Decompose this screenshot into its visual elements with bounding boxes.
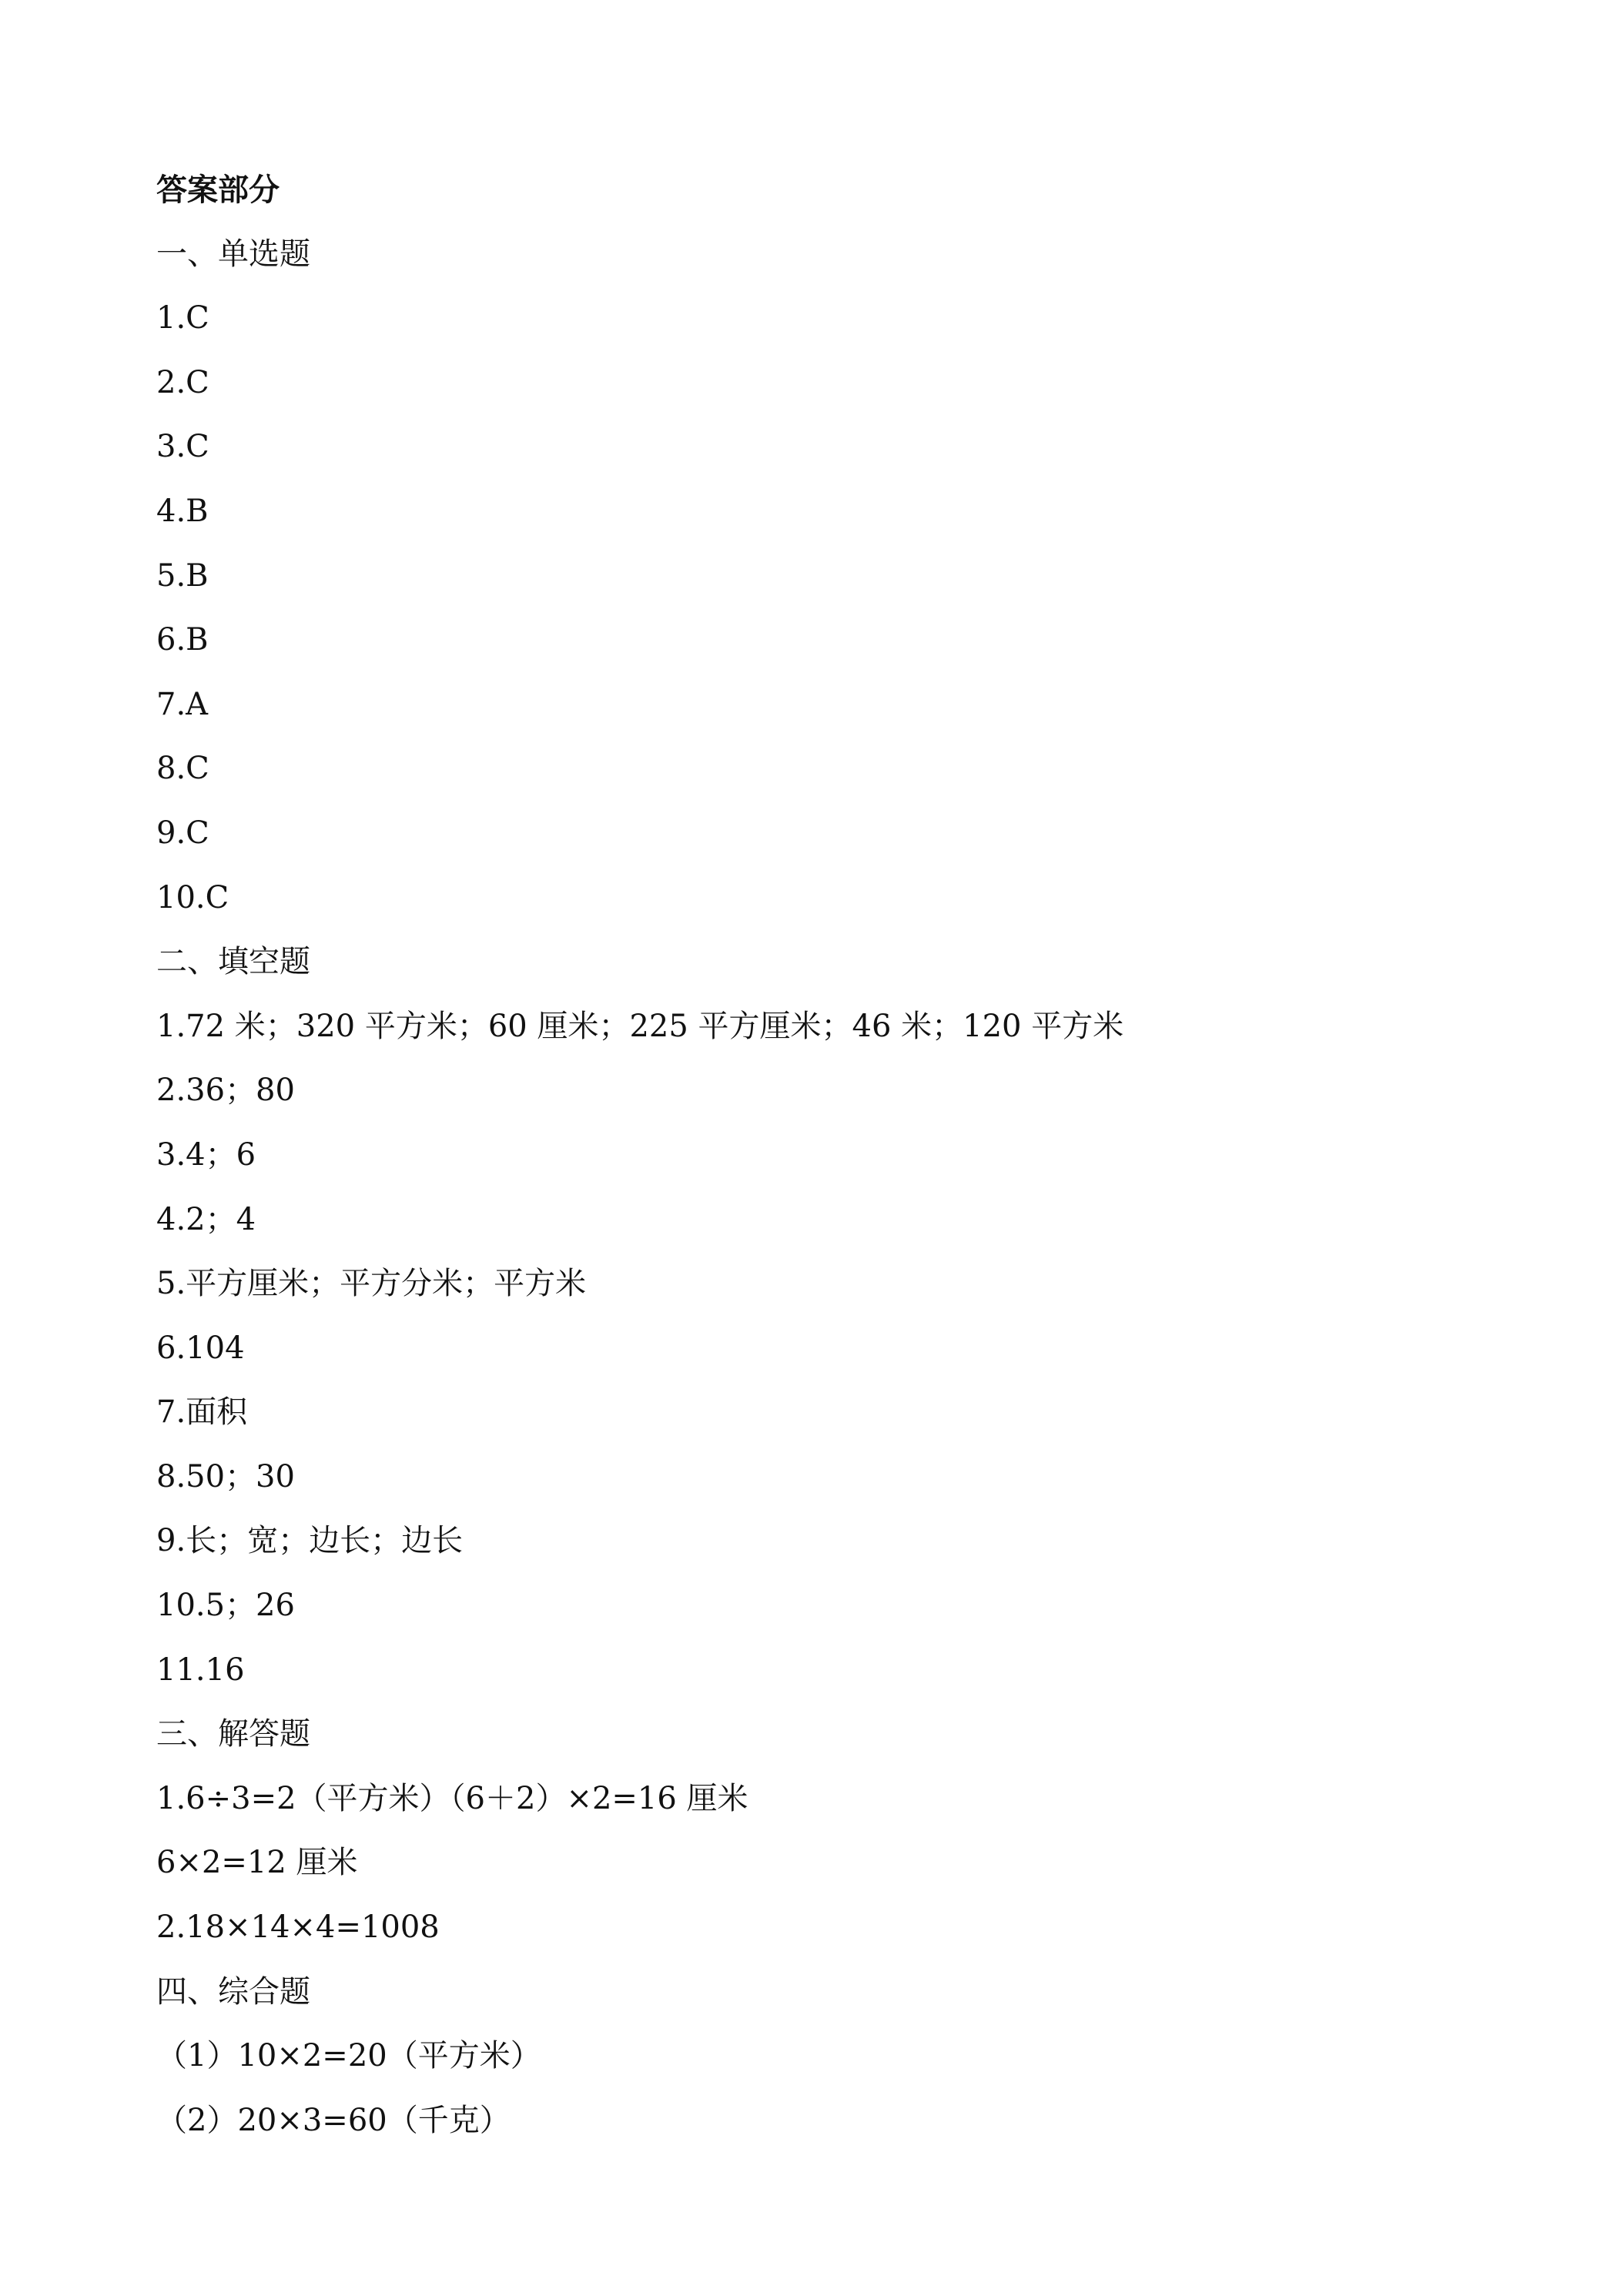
section-heading-single-choice: 一、单选题 <box>156 236 310 272</box>
answer-line: 10.C <box>156 879 229 915</box>
answer-line: 5.平方厘米；平方分米；平方米 <box>156 1266 587 1302</box>
answer-line: 6.104 <box>156 1330 245 1366</box>
answer-line: 1.72 米；320 平方米；60 厘米；225 平方厘米；46 米；120 平方米 <box>156 1008 1124 1044</box>
answer-line: 11.16 <box>156 1652 245 1688</box>
answer-line: 2.18×14×4=1008 <box>156 1909 440 1946</box>
answer-line: 1.6÷3=2（平方米）（6＋2）×2=16 厘米 <box>156 1780 748 1816</box>
answer-line: 4.B <box>156 493 209 529</box>
section-heading-solution: 三、解答题 <box>156 1716 310 1752</box>
answer-line: 7.面积 <box>156 1394 248 1431</box>
answer-line: 7.A <box>156 686 209 722</box>
page-title: 答案部分 <box>156 172 280 208</box>
answer-line: 8.C <box>156 751 209 787</box>
answer-line: 6.B <box>156 622 209 658</box>
answer-line: 4.2；4 <box>156 1201 256 1237</box>
section-heading-fill-in: 二、填空题 <box>156 944 310 980</box>
answer-line: 1.C <box>156 300 209 336</box>
answer-line: 9.C <box>156 815 209 851</box>
answer-line: 6×2=12 厘米 <box>156 1845 358 1881</box>
answer-line: 3.4；6 <box>156 1136 256 1173</box>
answer-line: 9.长；宽；边长；边长 <box>156 1523 464 1559</box>
answer-content <box>156 158 1465 2153</box>
answer-line: （2）20×3=60（千克） <box>156 2102 511 2138</box>
answer-line: 2.C <box>156 364 209 400</box>
section-heading-comprehensive: 四、综合题 <box>156 1973 310 2010</box>
answer-line: 8.50；30 <box>156 1458 295 1494</box>
answer-line: 10.5；26 <box>156 1588 295 1624</box>
answer-line: （1）10×2=20（平方米） <box>156 2038 541 2074</box>
answer-line: 3.C <box>156 429 209 465</box>
answer-line: 2.36；80 <box>156 1073 295 1109</box>
answer-line: 5.B <box>156 557 209 594</box>
